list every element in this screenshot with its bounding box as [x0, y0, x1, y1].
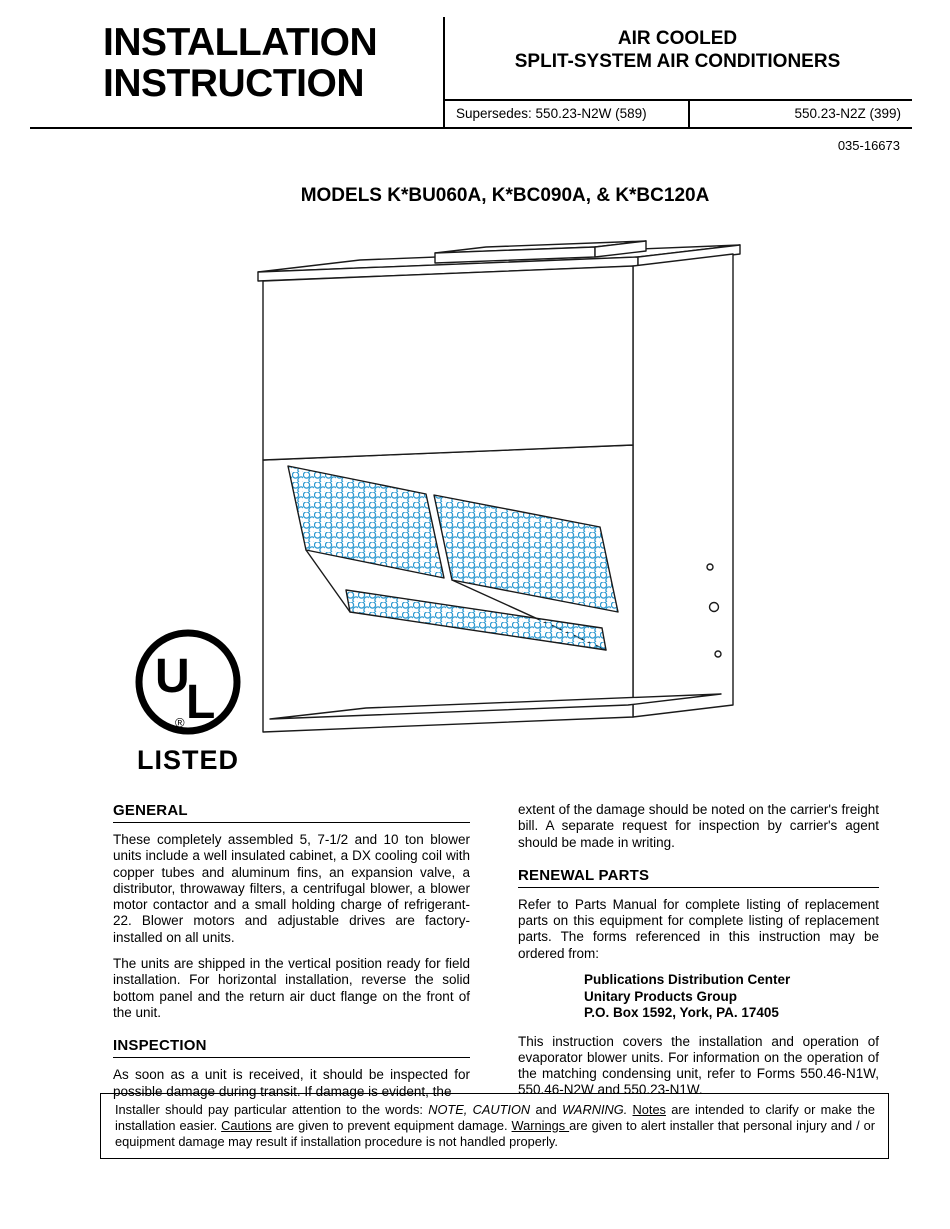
models-title: MODELS K*BU060A, K*BC090A, & K*BC120A — [300, 185, 710, 206]
address-line-2: Unitary Products Group — [584, 988, 738, 1004]
address-line-3: P.O. Box 1592, York, PA. 17405 — [584, 1005, 779, 1021]
general-paragraph-2: The units are shipped in the vertical position ready for field installation. For horizontal installation, reverse the solid bottom panel and the return air duct flange on the front of the unit. — [113, 956, 470, 1020]
address-line-1: Publications Distribution Center — [584, 972, 791, 988]
note-segment: are given to alert installer that personal injury and / or equipment damage may result if installation procedure is not handled properly. — [115, 1117, 875, 1149]
closing-paragraph: This instruction covers the installation and operation of evaporator blower units. For information on the operation of the matching condensing unit, refer to Forms 550.46-N1W, 550.46-N2W and 550.23-N1W. — [518, 1033, 879, 1098]
general-paragraph-1: These completely assembled 5, 7-1/2 and 10 ton blower units include a well insulated cabinet, a DX cooling coil with copper tubes and aluminum fins, an expansion valve, a distributor, throwaway filters, a centrifugal blower, a blower motor contactor and a small holding charge of refrigerant-22. Blower motors and adjustable drives are factory-installed on all units. — [113, 832, 470, 945]
ul-circle-logo — [132, 626, 244, 738]
masthead-line1: INSTALLATION — [103, 21, 378, 64]
masthead-title — [103, 22, 377, 104]
inspection-heading: INSPECTION — [113, 1037, 470, 1058]
note-segment-underline: Cautions — [221, 1117, 272, 1133]
note-segment: Installer should pay particular attention to the words: — [115, 1102, 429, 1117]
inspection-paragraph: As soon as a unit is received, it should be inspected for possible damage during transit. If damage is evident, the — [113, 1067, 470, 1099]
distribution-address — [584, 972, 879, 1022]
registered-trademark-icon: ® — [175, 715, 185, 730]
installer-note-box — [100, 1093, 889, 1159]
product-line2: SPLIT-SYSTEM AIR CONDITIONERS — [514, 51, 841, 72]
side-knockout-hole — [715, 651, 721, 657]
upper-front-panel — [263, 266, 633, 460]
inspection-continued-paragraph: extent of the damage should be noted on the carrier's freight bill. A separate request for inspection by carrier's agent should be made in writing. — [518, 802, 879, 850]
note-segment-underline: Notes — [632, 1102, 666, 1117]
note-segment: are intended to clarify or make the installation easier. — [115, 1102, 876, 1133]
note-segment-underline: Warnings — [511, 1117, 570, 1133]
renewal-parts-heading: RENEWAL PARTS — [518, 867, 879, 888]
air-handler-unit-drawing-svg — [248, 222, 748, 772]
ul-listed-label: LISTED — [136, 745, 239, 775]
form-number: 550.23-N2Z (399) — [794, 106, 901, 121]
supersedes-text: Supersedes: 550.23-N2W (589) — [456, 106, 647, 121]
product-line1: AIR COOLED — [617, 28, 738, 49]
ul-letter-l: L — [186, 676, 216, 729]
note-segment: and — [530, 1102, 563, 1117]
note-segment: are given to prevent equipment damage. — [271, 1117, 512, 1133]
product-title — [445, 27, 910, 73]
ul-letter-u: U — [155, 650, 190, 703]
left-column — [113, 802, 470, 1110]
note-segment-italic: NOTE, CAUTION — [428, 1102, 531, 1117]
side-panel — [633, 254, 733, 717]
renewal-paragraph: Refer to Parts Manual for complete listing of replacement parts on this equipment for complete listing of replacement parts. The forms referenced in this instruction may be ordered from: — [518, 896, 879, 961]
note-segment-italic: WARNING. — [562, 1102, 628, 1117]
general-heading: GENERAL — [113, 802, 470, 823]
right-column — [518, 802, 879, 1109]
unit-figure — [248, 222, 748, 772]
ul-listed-mark — [132, 626, 244, 776]
unit-cabinet-drawing — [258, 241, 740, 732]
header-bottom-rule — [30, 127, 912, 129]
side-knockout-hole — [710, 603, 719, 612]
masthead-line2: INSTRUCTION — [103, 62, 364, 105]
side-knockout-hole — [707, 564, 713, 570]
header-inner-rule — [443, 99, 912, 101]
document-number: 035-16673 — [837, 138, 900, 153]
